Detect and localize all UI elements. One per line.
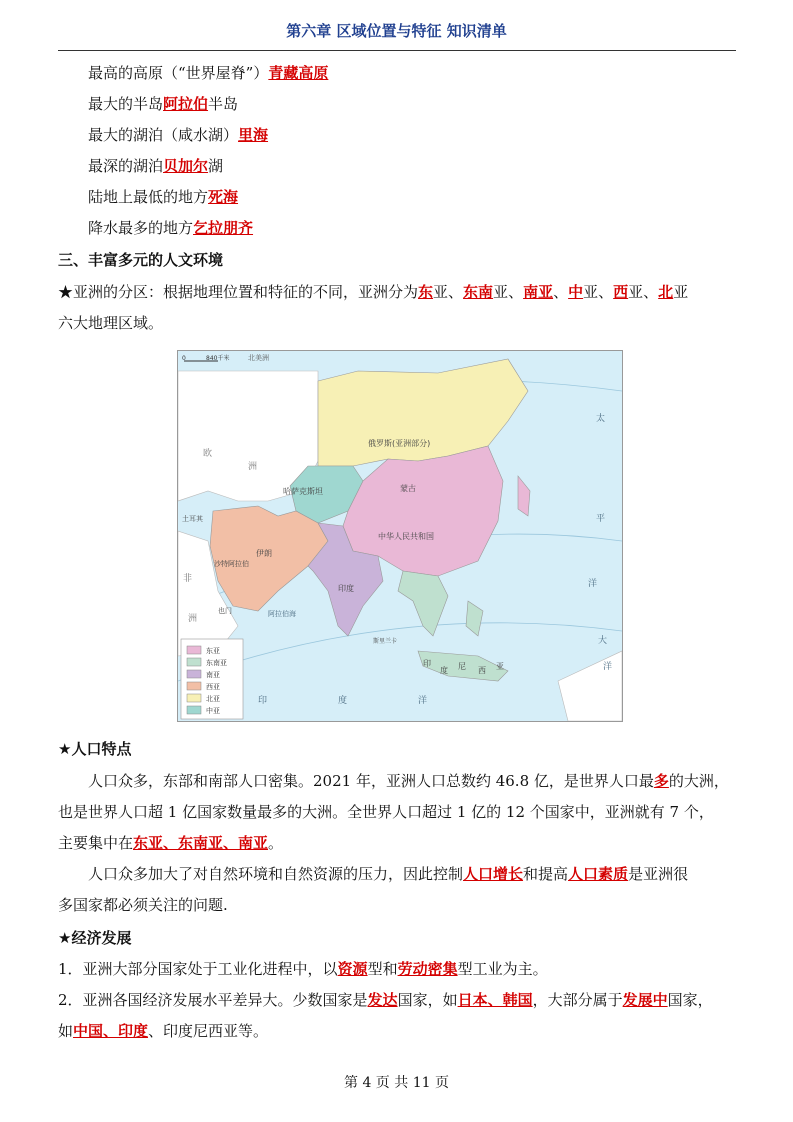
label-indonesia-2: 度 [440,666,448,675]
asia-division-sentence-end: 六大地理区域。 [58,314,164,332]
fact-most-rainfall: 降水最多的地方乞拉朋齐 [88,219,254,237]
fact-lowest-land: 陆地上最低的地方死海 [88,188,239,206]
label-indian-ocean-3: 洋 [418,696,428,706]
economy-point-1: 1．亚洲大部分国家处于工业化进程中，以资源型和劳动密集型工业为主。 [58,960,548,978]
economy-point-2: 2．亚洲各国经济发展水平差异大。少数国家是发达国家，如日本、韩国，大部分属于发展中国家， [58,991,713,1009]
header-divider [58,50,736,51]
label-mongolia: 蒙古 [400,484,416,493]
population-p1-line3: 主要集中在东亚、东南亚、南亚。 [58,834,284,852]
label-africa: 非 [183,574,193,584]
label-saudi: 沙特阿拉伯 [214,560,249,568]
label-kazakhstan: 哈萨克斯坦 [283,487,323,496]
legend-label: 西亚 [206,683,220,691]
scale-zero: 0 [182,355,186,362]
label-indonesia-1: 印 [423,659,431,668]
label-sri-lanka: 斯里兰卡 [373,638,398,645]
economy-point-2-cont: 如中国、印度、印度尼西亚等。 [58,1022,269,1040]
label-yemen: 也门 [218,607,232,615]
legend-label: 南亚 [206,671,220,679]
legend-swatch [187,658,201,666]
legend-label: 东南亚 [206,659,227,667]
label-pacific-3: 洋 [588,579,598,589]
legend-label: 中亚 [206,707,220,715]
legend-swatch [187,706,201,714]
population-p1-line2: 也是世界人口超 1 亿国家数量最多的大洲。全世界人口超过 1 亿的 12 个国家中，亚洲就有 7 个， [58,803,714,821]
legend-swatch [187,646,201,654]
label-africa-2: 洲 [188,614,198,624]
legend-swatch [187,694,201,702]
population-p2-line2: 多国家都必须关注的问题. [58,896,228,914]
fact-highest-plateau: 最高的高原（“世界屋脊”）青藏高原 [88,64,329,82]
label-arabian-sea: 阿拉伯海 [268,610,296,618]
scale-label: 840千米 [206,355,230,362]
label-north-america: 北美洲 [248,354,269,362]
legend-label: 北亚 [206,695,220,703]
page-footer: 第 4 页 共 11 页 [344,1075,449,1091]
label-indonesia-3: 尼 [458,662,466,671]
legend-label: 东亚 [206,647,220,655]
label-indian-ocean-1: 印 [258,696,268,706]
population-heading: ★人口特点 [58,740,132,758]
label-oceania-2: 洋 [603,662,613,672]
label-indonesia-5: 亚 [496,662,504,671]
asia-regions-map [177,350,623,722]
label-iran: 伊朗 [256,549,272,558]
asia-division-sentence: ★亚洲的分区：根据地理位置和特征的不同，亚洲分为东亚、东南亚、南亚、中亚、西亚、北亚 [58,283,689,301]
label-pacific-2: 平 [596,514,606,524]
section-heading-humanities: 三、丰富多元的人文环境 [58,251,224,269]
label-russia: 俄罗斯(亚洲部分) [368,439,431,448]
label-indonesia-4: 西 [478,666,486,675]
fact-largest-peninsula: 最大的半岛阿拉伯半岛 [88,95,239,113]
label-europe: 欧 [203,449,213,459]
fact-deepest-lake: 最深的湖泊贝加尔湖 [88,157,224,175]
label-oceania-1: 大 [598,636,608,646]
label-china: 中华人民共和国 [378,532,434,541]
economy-heading: ★经济发展 [58,929,132,947]
population-p2-line1: 人口众多加大了对自然环境和自然资源的压力，因此控制人口增长和提高人口素质是亚洲很 [88,865,689,883]
legend-swatch [187,670,201,678]
legend-swatch [187,682,201,690]
label-pacific-1: 太 [596,414,606,424]
label-europe-2: 洲 [248,462,258,472]
label-india: 印度 [338,584,354,593]
population-p1-line1: 人口众多，东部和南部人口密集。2021 年，亚洲人口总数约 46.8 亿，是世界人口最多的大洲， [88,772,729,790]
page-header-title: 第六章 区域位置与特征 知识清单 [286,22,507,40]
label-turkey: 土耳其 [182,515,203,523]
fact-largest-lake: 最大的湖泊（咸水湖）里海 [88,126,269,144]
label-indian-ocean-2: 度 [338,696,348,706]
